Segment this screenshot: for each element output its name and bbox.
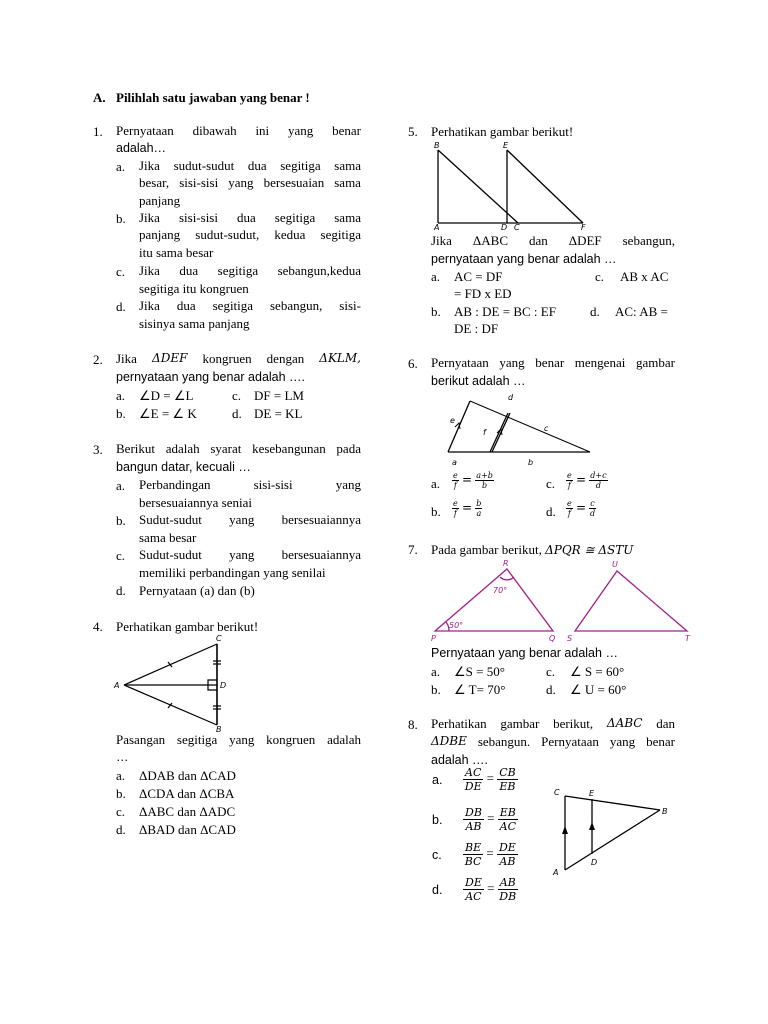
q4-d-text: ΔBAD dan ΔCAD	[139, 822, 236, 837]
q1-d-line2: sisinya sama panjang	[139, 316, 250, 331]
q5-d-text: AC: AB =	[615, 304, 668, 319]
q5-figure	[428, 139, 598, 231]
q8-stem-line1: Perhatikan gambar berikut, ΔABC dan	[431, 716, 675, 731]
q7-label-q: Q	[549, 634, 556, 643]
q3-a-label: a.	[116, 478, 126, 493]
q4-number: 4.	[93, 619, 103, 634]
q8-d-label: d.	[432, 883, 443, 897]
q2-stem-line2: pernyataan yang benar adalah ….	[116, 370, 306, 384]
q5-a-label: a.	[431, 269, 441, 284]
q4-stem: Perhatikan gambar berikut!	[116, 619, 259, 634]
q2-c-text: DF = LM	[254, 388, 304, 403]
q5-label-b: B	[434, 141, 440, 150]
q6-a-eq: $\frac{e}{f}$ = $\frac{a+b}{b}$	[453, 471, 493, 490]
q1-a-line3: panjang	[139, 193, 181, 208]
q8-label-d: D	[591, 858, 598, 867]
q1-c-line1: Jika dua segitiga sebangun,kedua	[139, 263, 361, 278]
q3-c-line1: Sudut-sudut yang bersesuaiannya	[139, 547, 361, 562]
q6-figure	[440, 389, 600, 469]
q7-a-label: a.	[431, 664, 441, 679]
q8-a-label: a.	[432, 773, 443, 787]
q2-number: 2.	[93, 352, 103, 367]
q8-b-label: b.	[432, 813, 443, 827]
q3-number: 3.	[93, 442, 103, 457]
q1-d-line1: Jika dua segitiga sebangun, sisi-	[139, 298, 361, 313]
q4-label-a: A	[114, 681, 120, 690]
q8-c-eq: $\frac{BE}{BC}$ = $\frac{DE}{AB}$	[464, 841, 516, 868]
q8-number: 8.	[408, 717, 418, 732]
q4-figure	[112, 632, 232, 734]
q1-a-label: a.	[116, 159, 126, 174]
q3-stem-line2: bangun datar, kecuali …	[116, 460, 251, 474]
q1-c-label: c.	[116, 264, 126, 279]
q2-c-label: c.	[232, 388, 242, 403]
q5-label-f: F	[581, 223, 586, 231]
q6-c-label: c.	[546, 476, 556, 491]
q6-label-b: b	[528, 458, 534, 467]
q6-a-label: a.	[431, 476, 441, 491]
q5-line-bc	[438, 150, 518, 223]
q8-stem-line2: ΔDBE sebangun. Pernyataan yang benar	[431, 734, 675, 749]
q8-line-ab	[565, 810, 660, 870]
q4-question-line2: …	[116, 750, 129, 764]
q1-number: 1.	[93, 124, 103, 139]
q3-c-line2: memiliki perbandingan yang senilai	[139, 565, 326, 580]
q7-d-label: d.	[546, 682, 556, 697]
q4-a-text: ΔDAB dan ΔCAD	[139, 768, 236, 783]
q7-label-u: U	[612, 560, 618, 569]
q7-c-text: ∠ S = 60°	[570, 664, 625, 679]
q4-a-label: a.	[116, 768, 126, 783]
q5-text-line1: Jika ΔABC dan ΔDEF sebangun,	[431, 233, 675, 248]
q6-number: 6.	[408, 356, 418, 371]
q1-b-line3: itu sama besar	[139, 245, 214, 260]
q8-figure	[548, 782, 676, 882]
q5-line-ef	[507, 150, 583, 223]
q7-angle-p: 50°	[449, 621, 464, 630]
q4-b-text: ΔCDA dan ΔCBA	[139, 786, 235, 801]
q3-a-line1: Perbandingan sisi-sisi yang	[139, 477, 361, 492]
q6-line-mid2	[492, 413, 510, 452]
q4-label-c: C	[216, 634, 222, 643]
q1-a-line2: besar, sisi-sisi yang bersesuaian sama	[139, 175, 361, 190]
q8-label-e: E	[589, 789, 595, 798]
q5-stem: Perhatikan gambar berikut!	[431, 124, 574, 139]
q5-label-d: D	[501, 223, 508, 231]
q3-b-line2: sama besar	[139, 530, 197, 545]
q1-c-line2: segitiga itu kongruen	[139, 281, 249, 296]
q7-stem2: Pernyataan yang benar adalah …	[431, 646, 618, 660]
q8-label-c: C	[554, 788, 560, 797]
q4-d-label: d.	[116, 822, 126, 837]
q6-b-eq: $\frac{e}{f}$ = $\frac{b}{a}$	[453, 499, 482, 518]
q7-stem: Pada gambar berikut, ΔPQR ≅ ΔSTU	[431, 542, 634, 557]
q4-c-label: c.	[116, 804, 126, 819]
q6-d-label: d.	[546, 504, 556, 519]
q3-a-line2: bersesuaiannya seniai	[139, 495, 252, 510]
q5-b-text: AB : DE = BC : EF	[454, 304, 556, 319]
q1-stem-line1: Pernyataan dibawah ini yang benar	[116, 123, 361, 138]
q1-b-line2: panjang sudut-sudut, kedua segitiga	[139, 227, 361, 242]
q1-d-label: d.	[116, 299, 126, 314]
q8-c-label: c.	[432, 848, 442, 862]
q7-number: 7.	[408, 542, 418, 557]
q7-figure	[425, 557, 695, 643]
q2-d-label: d.	[232, 406, 242, 421]
q8-label-a: A	[553, 868, 559, 877]
q3-b-line1: Sudut-sudut yang bersesuaiannya	[139, 512, 361, 527]
section-title: Pilihlah satu jawaban yang benar !	[116, 90, 310, 105]
q5-a-text: AC = DF	[454, 269, 503, 284]
q1-b-label: b.	[116, 211, 126, 226]
q8-line-cb	[565, 796, 660, 810]
q2-d-text: DE = KL	[254, 406, 303, 421]
q2-b-text: ∠E = ∠ K	[139, 406, 197, 421]
q6-label-e: e	[450, 416, 455, 425]
q6-label-d: d	[508, 393, 514, 402]
q6-label-a: a	[452, 458, 457, 467]
q8-label-b: B	[662, 807, 668, 816]
q5-label-e: E	[503, 141, 509, 150]
q2-b-label: b.	[116, 406, 126, 421]
q2-a-label: a.	[116, 388, 126, 403]
q7-label-s: S	[567, 634, 573, 643]
q6-d-eq: $\frac{e}{f}$ = $\frac{c}{d}$	[567, 499, 596, 518]
q2-stem-line1: Jika ΔDEF kongruen dengan ΔKLM,	[116, 351, 361, 366]
q1-stem-line2: adalah…	[116, 141, 167, 155]
q6-line-left	[448, 401, 470, 452]
q5-label-a: A	[434, 223, 440, 231]
q5-a-text-cont: = FD x ED	[454, 286, 512, 301]
q6-stem-line1: Pernyataan yang benar mengenai gambar	[431, 355, 675, 370]
q3-d-label: d.	[116, 583, 126, 598]
q3-b-label: b.	[116, 513, 126, 528]
q4-question-line1: Pasangan segitiga yang kongruen adalah	[116, 732, 361, 747]
section-label: A.	[93, 90, 106, 105]
q6-stem-line2: berikut adalah …	[431, 374, 526, 388]
q7-label-p: P	[431, 634, 436, 643]
q6-line-mid	[490, 413, 508, 452]
q6-b-label: b.	[431, 504, 441, 519]
q5-b-label: b.	[431, 304, 441, 319]
q6-label-c: c	[544, 424, 549, 433]
q7-angle-r: 70°	[493, 586, 508, 595]
q8-stem-line3: adalah ….	[431, 753, 488, 767]
q8-d-eq: $\frac{DE}{AC}$ = $\frac{AB}{DB}$	[465, 876, 517, 903]
q3-stem-line1: Berikut adalah syarat kesebangunan pada	[116, 441, 361, 456]
q7-triangle-stu	[575, 571, 687, 631]
q5-c-label: c.	[595, 269, 605, 284]
q5-label-c: C	[514, 223, 520, 231]
q7-a-text: ∠S = 50°	[454, 664, 505, 679]
q5-text-line2: pernyataan yang benar adalah …	[431, 252, 617, 266]
q7-b-text: ∠ T= 70°	[454, 682, 506, 697]
q7-b-label: b.	[431, 682, 441, 697]
q5-d-label: d.	[590, 304, 600, 319]
q4-b-label: b.	[116, 786, 126, 801]
q6-line-top	[470, 401, 590, 452]
q5-number: 5.	[408, 124, 418, 139]
q8-b-eq: $\frac{DB}{AB}$ = $\frac{EB}{AC}$	[465, 806, 516, 833]
q4-label-d: D	[220, 681, 227, 690]
q5-d-text-cont: DE : DF	[454, 321, 499, 336]
q3-c-label: c.	[116, 548, 126, 563]
q7-label-r: R	[503, 559, 509, 568]
q1-b-line1: Jika sisi-sisi dua segitiga sama	[139, 210, 361, 225]
q7-d-text: ∠ U = 60°	[570, 682, 627, 697]
q4-label-b: B	[216, 725, 222, 734]
q4-c-text: ΔABC dan ΔADC	[139, 804, 236, 819]
q8-a-eq: $\frac{AC}{DE}$ = $\frac{CB}{EB}$	[464, 766, 516, 793]
q7-label-t: T	[685, 634, 690, 643]
q6-label-f: f	[483, 428, 486, 437]
q2-a-text: ∠D = ∠L	[139, 388, 194, 403]
q5-c-text: AB x AC	[620, 269, 669, 284]
q6-c-eq: $\frac{e}{f}$ = $\frac{d+c}{d}$	[567, 471, 607, 490]
q1-a-line1: Jika sudut-sudut dua segitiga sama	[139, 158, 361, 173]
q7-c-label: c.	[546, 664, 556, 679]
q3-d-text: Pernyataan (a) dan (b)	[139, 583, 255, 598]
